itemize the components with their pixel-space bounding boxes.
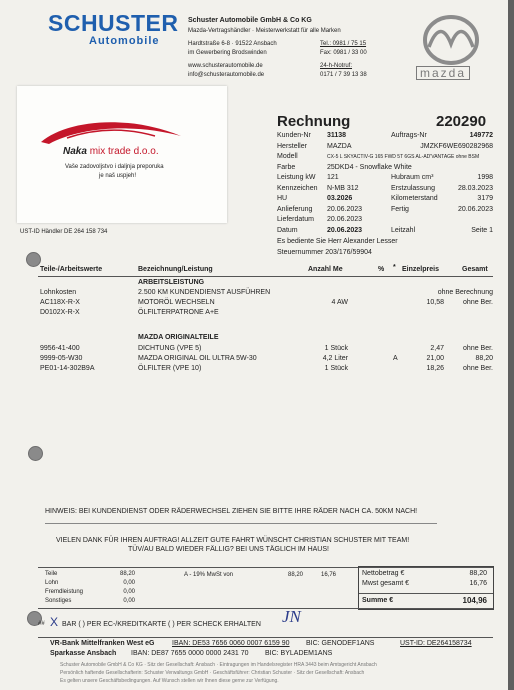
- part-number: 9956-41-400: [40, 345, 80, 352]
- line-total: ohne Ber.: [463, 345, 493, 352]
- unit-price: 10,58: [426, 299, 444, 306]
- sticker-brand: [63, 146, 159, 157]
- field-label: Lieferdatum: [277, 216, 314, 223]
- bank-rule: [38, 637, 493, 638]
- line-total: ohne Berechnung: [437, 289, 493, 296]
- sum-value: 104,96: [462, 596, 487, 605]
- invoice-number: 220290: [436, 113, 487, 130]
- net-label: Nettobetrag €: [362, 570, 405, 577]
- field-value: CX-5 L SKYACTIV-G 165 FWD 5T 6GS AL-AD'VANTAGE ohne BSM: [327, 154, 480, 160]
- bank-2-name: Sparkasse Ansbach: [50, 650, 117, 657]
- field-label-2: Hubraum cm³: [391, 174, 434, 181]
- unit-price: 2,47: [430, 345, 444, 352]
- thanks-line-2: TÜV/AU BALD WIEDER FÄLLIG? BEI UNS TÄGLICH IM HAUS!: [128, 546, 329, 553]
- part-number: AC118X-R-X: [40, 299, 80, 306]
- tax-line-base: 88,20: [288, 572, 304, 578]
- tax-line-label: A - 19% MwSt von: [184, 572, 234, 578]
- field-label: Farbe: [277, 163, 296, 171]
- section-parts: MAZDA ORIGINALTEILE: [138, 334, 219, 341]
- item-description: DICHTUNG (VPE 5): [138, 345, 202, 352]
- address-line-1: Hardtstraße 6-8 · 91522 Ansbach: [188, 41, 277, 47]
- thanks-line-1: VIELEN DANK FÜR IHREN AUFTRAG! ALLZEIT GUTE FAHRT WÜNSCHT CHRISTIAN SCHUSTER MIT TEAM!: [56, 537, 410, 544]
- footer-fine-2: Persönlich haftende Gesellschafterin: Schuster Verwaltungs GmbH · Geschäftsführer: Christian Schuster · Sitz der Gesellschaft: Ansbach: [60, 670, 365, 676]
- field-label-2: Leitzahl: [391, 226, 416, 234]
- swoosh-logo-icon: [37, 116, 187, 146]
- col-header-part: Teile-/Arbeitswerte: [40, 266, 103, 273]
- field-label-2: Auftrags-Nr: [391, 132, 427, 139]
- field-value: MAZDA: [327, 142, 352, 150]
- field-label: Kennzeichen: [277, 184, 318, 192]
- bank-1-iban: IBAN: DE53 7656 0060 0007 6159 90: [172, 640, 290, 647]
- bank-1-name: VR-Bank Mittelfranken West eG: [50, 640, 155, 647]
- field-label: HU: [277, 195, 288, 202]
- field-label-2: Kilometerstand: [391, 195, 438, 202]
- unit-price: 18,26: [426, 365, 444, 372]
- quantity: 1 Stück: [324, 365, 348, 372]
- ust-id: UST-ID: DE264158734: [400, 640, 472, 647]
- summary-value: 88,20: [119, 571, 135, 577]
- summary-label: Fremdleistung: [45, 589, 84, 595]
- field-label: Datum: [277, 226, 298, 234]
- col-header-desc: Bezeichnung/Leistung: [138, 266, 213, 273]
- mazda-logo-icon: [422, 14, 480, 66]
- field-value-2: 20.06.2023: [457, 205, 493, 213]
- field-value: 121: [327, 174, 339, 181]
- field-label: Kunden-Nr: [277, 132, 311, 139]
- summary-label: Lohn: [45, 580, 59, 586]
- footer-fine-1: Schuster Automobile GmbH & Co KG · Sitz der Gesellschaft: Ansbach · Eintragungen im Handelsregister HRA 3443 beim Amtsgericht Ansbach: [60, 662, 377, 668]
- footer-fine-3: Es gelten unsere Geschäftsbedingungen. Auf Wunsch stellen wir Ihnen diese gerne zur Verfügung.: [60, 678, 279, 684]
- emergency-label: 24-h-Notruf:: [320, 63, 353, 69]
- field-value: 20.06.2023: [327, 205, 363, 213]
- summary-value: 0,00: [123, 589, 135, 595]
- part-number: PE01-14-302B9A: [40, 365, 95, 372]
- signature: JN: [282, 607, 301, 626]
- payment-prefix: ##: [38, 621, 45, 627]
- field-value-2: 1998: [477, 174, 493, 181]
- field-label: Anlieferung: [277, 205, 313, 213]
- part-number: D0102X-R-X: [40, 309, 80, 316]
- field-value: 20.06.2023: [327, 226, 363, 234]
- emergency-number: 0171 / 7 39 13 38: [320, 72, 367, 78]
- field-label: Leistung kW: [277, 174, 316, 181]
- item-description: 2.500 KM KUNDENDIENST AUSFÜHREN: [138, 289, 271, 296]
- vat-value: 16,76: [469, 580, 487, 587]
- company-tagline: Mazda-Vertragshändler · Meisterwerkstatt für alle Marken: [188, 28, 341, 34]
- part-number: 9999-05-W30: [40, 355, 83, 362]
- col-header-total: Gesamt: [462, 266, 488, 273]
- summary-value: 0,00: [123, 598, 135, 604]
- notes-rule: [45, 523, 437, 524]
- field-value-2: 3179: [477, 195, 493, 202]
- col-header-qty: Anzahl Me: [308, 266, 343, 273]
- unit-price: 21,00: [426, 355, 444, 362]
- wheel-hint: HINWEIS: BEI KUNDENDIENST ODER RÄDERWECHSEL ZIEHEN SIE BITTE IHRE RÄDER NACH CA. 50KM NACH!: [45, 508, 418, 515]
- address-line-2: im Gewerbering Brodswinden: [188, 50, 267, 56]
- field-value: 20.06.2023: [327, 216, 363, 223]
- field-value-2: 149772: [469, 132, 493, 139]
- col-header-star: *: [393, 264, 396, 271]
- quantity: 4,2 Liter: [322, 355, 348, 362]
- bank-2-bic: BIC: BYLADEM1ANS: [265, 650, 333, 657]
- punch-hole-top: [26, 252, 41, 267]
- field-value: N-MB 312: [327, 184, 359, 192]
- line-total: ohne Ber.: [463, 365, 493, 372]
- company-name: Schuster Automobile GmbH & Co KG: [188, 17, 312, 24]
- mazda-wordmark: mazda: [416, 66, 470, 80]
- email-link[interactable]: info@schusterautomobile.de: [188, 72, 265, 78]
- sum-label: Summe €: [362, 597, 394, 604]
- quantity: 4 AW: [331, 299, 348, 306]
- summary-label: Sonstiges: [45, 598, 72, 604]
- item-description: MOTORÖL WECHSELN: [138, 299, 215, 306]
- field-value: 03.2026: [327, 195, 353, 202]
- dealer-vat-id: UST-ID Händler DE 264 158 734: [20, 229, 108, 235]
- line-total: 88,20: [475, 355, 493, 362]
- summary-rule-bottom: [38, 608, 493, 609]
- tax-code: A: [393, 355, 398, 362]
- col-header-unit: Einzelpreis: [402, 266, 439, 273]
- field-value-2: JMZKF6WE690282968: [420, 142, 493, 150]
- tax-number: Steuernummer 203/176/59904: [277, 249, 372, 256]
- item-description: MAZDA ORIGINAL OIL ULTRA 5W-30: [138, 355, 257, 362]
- payment-method-text: BAR ( ) PER EC-/KREDITKARTE ( ) PER SCHECK ERHALTEN: [62, 621, 261, 628]
- field-label: Modell: [277, 153, 298, 160]
- section-labour: ARBEITSLEISTUNG: [138, 279, 205, 286]
- field-value-2: 28.03.2023: [457, 184, 493, 192]
- sticker-brand-bold: Naka: [63, 146, 87, 157]
- served-by: Es bediente Sie Herr Alexander Lesser: [277, 238, 398, 245]
- col-header-pct: %: [378, 266, 385, 273]
- sticker-text-1: Vaše zadovoljstvo i daljnja preporuka: [65, 164, 164, 170]
- bank-1-bic: BIC: GENODEF1ANS: [306, 640, 375, 647]
- payment-check-mark: X: [50, 615, 59, 629]
- header-rule: [38, 276, 493, 277]
- phone: Tel.: 0981 / 75 15: [320, 41, 367, 47]
- field-label-2: Fertig: [391, 205, 409, 213]
- item-description: ÖLFILTER (VPE 10): [138, 365, 202, 372]
- field-label: Hersteller: [277, 142, 307, 150]
- sticker-brand-rest: mix trade d.o.o.: [89, 146, 159, 157]
- website-link[interactable]: www.schusterautomobile.de: [188, 63, 263, 69]
- item-description: ÖLFILTERPATRONE A+E: [138, 309, 219, 316]
- fax: Fax: 0981 / 33 00: [320, 50, 367, 56]
- summary-value: 0,00: [123, 580, 135, 586]
- sticker-text-2: je naš uspjeh!: [99, 173, 137, 179]
- field-label-2: Erstzulassung: [391, 184, 435, 192]
- vat-label: Mwst gesamt €: [362, 580, 410, 587]
- summary-label: Teile: [45, 571, 58, 577]
- totals-rule: [359, 593, 493, 594]
- brand-subtitle: Automobile: [89, 35, 160, 47]
- net-value: 88,20: [469, 570, 487, 577]
- field-value-2: Seite 1: [471, 226, 493, 234]
- field-value: 31138: [327, 132, 347, 139]
- part-number: Lohnkosten: [40, 289, 77, 296]
- tax-line-tax: 16,76: [321, 572, 337, 578]
- quantity: 1 Stück: [324, 345, 348, 352]
- field-value: 25DKD4 - Snowflake White: [327, 163, 412, 171]
- invoice-title: Rechnung: [277, 113, 351, 130]
- brand-name: SCHUSTER: [48, 10, 179, 36]
- line-total: ohne Ber.: [463, 299, 493, 306]
- dealer-sticker: [17, 86, 227, 223]
- bank-2-iban: IBAN: DE87 7655 0000 0000 2431 70: [131, 650, 249, 657]
- punch-hole-middle: [28, 446, 43, 461]
